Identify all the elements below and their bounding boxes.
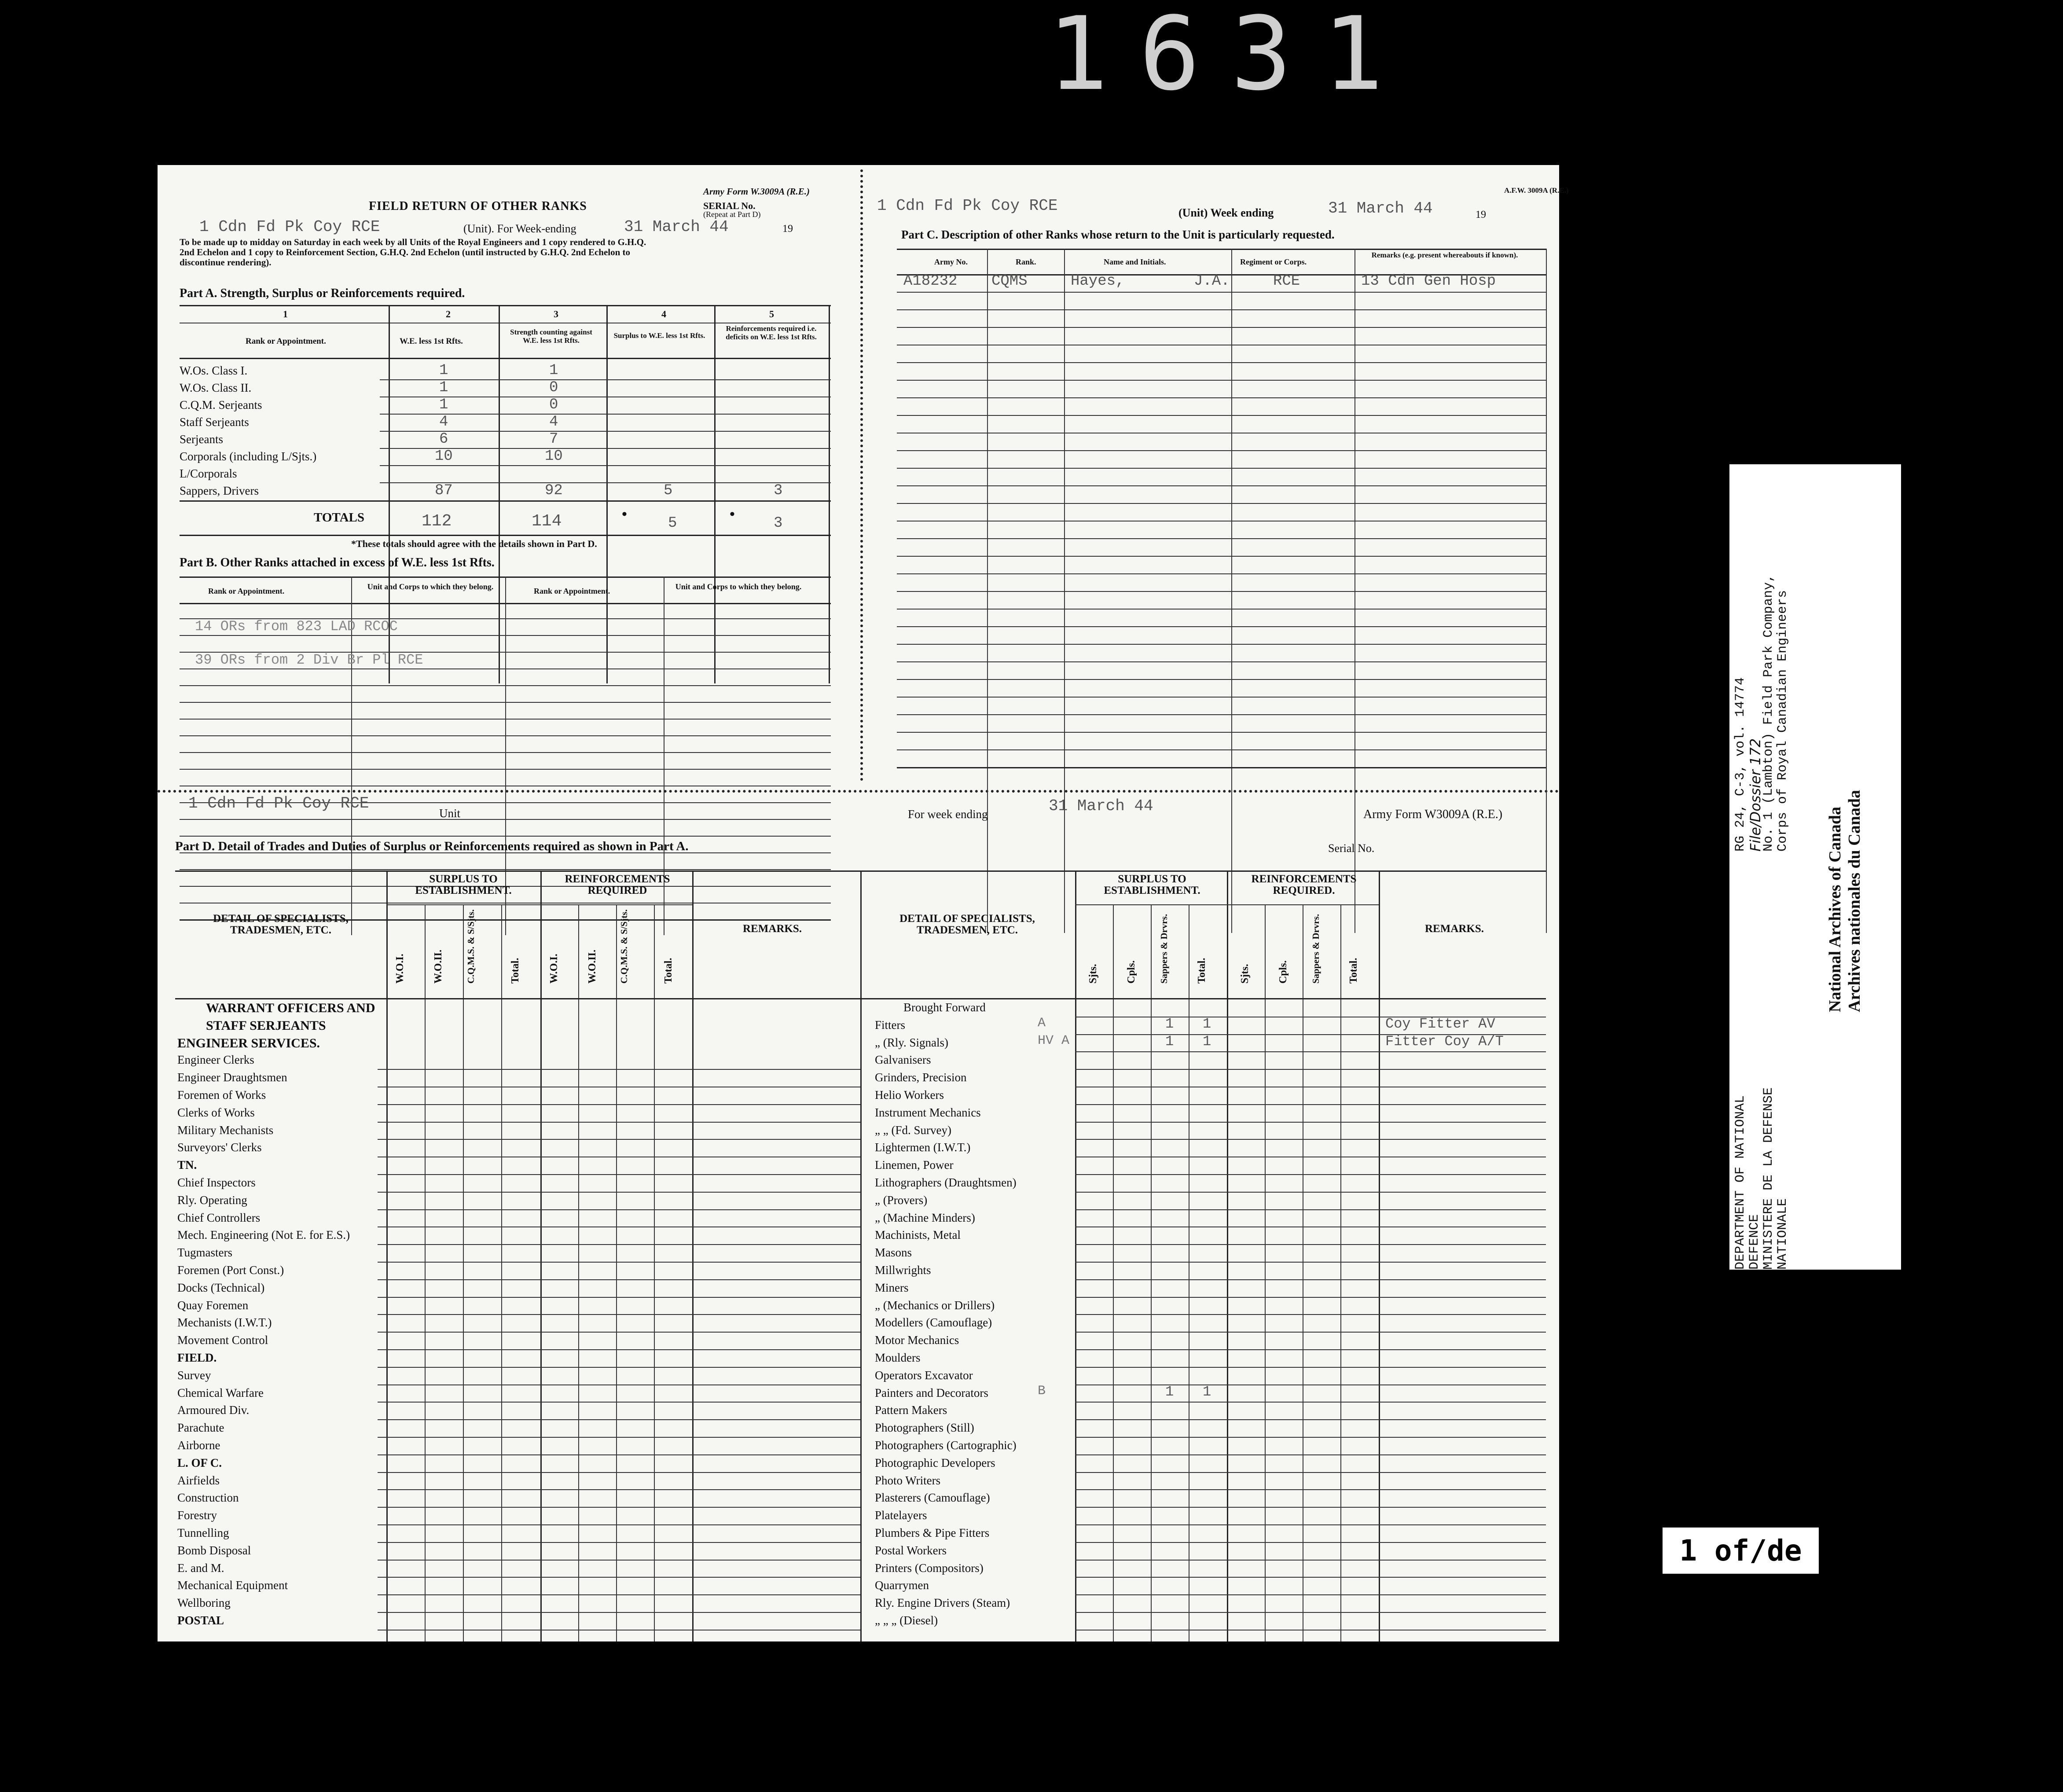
sappers-value: 1	[1165, 1383, 1174, 1400]
strength-value: 10	[545, 448, 563, 465]
table-rule	[378, 1384, 860, 1385]
table-rule	[378, 1524, 860, 1525]
rank-label: Staff Serjeants	[180, 415, 249, 429]
trade-item: Survey	[177, 1368, 211, 1382]
trade-item: Brought Forward	[903, 1001, 986, 1014]
sub-col-cqms: C.Q.M.S. & S/Sjts.	[619, 909, 629, 984]
table-rule	[378, 1612, 860, 1613]
table-rule	[1075, 1051, 1546, 1052]
trade-item: WARRANT OFFICERS AND	[206, 1001, 375, 1015]
trade-item: Machinists, Metal	[875, 1228, 961, 1242]
part-a-week-ending: 31 March 44	[624, 218, 729, 236]
table-rule	[378, 1507, 860, 1508]
trade-item: Grinders, Precision	[875, 1071, 967, 1084]
trade-item: Chief Controllers	[177, 1211, 261, 1224]
part-c-col-corps: Regiment or Corps.	[1240, 257, 1307, 266]
part-a-unit-label: (Unit). For Week-ending	[463, 222, 576, 235]
we-value: 4	[439, 414, 448, 430]
part-d-week-ending: 31 March 44	[1049, 797, 1153, 815]
trade-item: Helio Workers	[875, 1088, 944, 1102]
totals-asterisk: •	[730, 506, 735, 522]
sub-col-sappers: Sappers & Drvrs.	[1159, 914, 1169, 984]
trade-item: Airborne	[177, 1439, 220, 1452]
we-value: 10	[435, 448, 453, 465]
entry-remarks: 13 Cdn Gen Hosp	[1361, 273, 1496, 290]
table-rule	[1075, 1454, 1546, 1455]
table-rule	[378, 1367, 860, 1368]
we-value: 1	[439, 379, 448, 396]
col-number: 5	[769, 308, 774, 319]
trade-item: Engineer Draughtsmen	[177, 1071, 287, 1084]
col-number: 2	[446, 308, 451, 319]
sub-col-sjts: Sjts.	[1239, 964, 1251, 984]
trade-item: Postal Workers	[875, 1543, 947, 1557]
trade-item: „ (Rly. Signals)	[875, 1036, 948, 1049]
table-rule	[378, 1489, 860, 1490]
we-value: 87	[435, 482, 453, 499]
sub-col-wo2: W.O.II.	[587, 949, 598, 984]
col-header-strength: Strength counting against W.E. less 1st Rfts.	[510, 328, 592, 345]
total-value: 1	[1203, 1383, 1211, 1400]
trade-item: Photographic Developers	[875, 1456, 995, 1469]
trade-item: Photographers (Cartographic)	[875, 1439, 1017, 1452]
trade-item: FIELD.	[177, 1351, 217, 1364]
table-rule	[1075, 1209, 1546, 1210]
reference-line: File/Dossier 172	[1747, 738, 1764, 852]
sub-col-cqms: C.Q.M.S. & S/Sjts.	[466, 909, 476, 984]
reinforcements-header-left: REINFORCEMENTS REQUIRED	[565, 873, 670, 896]
strength-value: 0	[549, 397, 558, 413]
frame-number: 1631	[1047, 0, 1414, 113]
part-b-col-rank: Rank or Appointment.	[208, 587, 285, 595]
table-rule	[1075, 1594, 1546, 1595]
trade-item: Quarrymen	[875, 1579, 929, 1592]
table-rule	[378, 1262, 860, 1263]
part-a-year-label: 19	[782, 223, 793, 235]
trade-item: Plasterers (Camouflage)	[875, 1491, 990, 1505]
army-number: A18232	[903, 273, 958, 290]
table-rule	[1075, 1314, 1546, 1315]
trade-item: Forestry	[177, 1509, 217, 1522]
table-rule	[1075, 1524, 1546, 1525]
trade-item: Fitters	[875, 1018, 906, 1032]
reference-line: No. 1 (Lambton) Field Park Company,	[1761, 574, 1776, 852]
part-c-col-remarks: Remarks (e.g. present whereabouts if known).	[1371, 251, 1518, 259]
table-rule	[1075, 1489, 1546, 1490]
serial-label: SERIAL No.	[703, 200, 756, 211]
trade-item: Tugmasters	[177, 1246, 233, 1260]
col-header-surplus: Surplus to W.E. less 1st Rfts.	[613, 331, 705, 340]
trade-item: Chemical Warfare	[177, 1386, 264, 1399]
trade-item: Airfields	[177, 1473, 220, 1487]
table-rule	[1075, 1297, 1546, 1298]
trade-item: Surveyors' Clerks	[177, 1141, 262, 1154]
trade-item: Chief Inspectors	[177, 1176, 256, 1189]
form-title: FIELD RETURN OF OTHER RANKS	[369, 199, 587, 213]
trade-item: Docks (Technical)	[177, 1281, 265, 1294]
table-rule	[1075, 1560, 1546, 1561]
table-rule	[1075, 1472, 1546, 1473]
trade-item: Miners	[875, 1281, 909, 1294]
part-c-col-name: Name and Initials.	[1104, 257, 1166, 266]
trade-item: „ „ „ (Diesel)	[875, 1614, 938, 1627]
table-rule	[1075, 1226, 1546, 1227]
table-rule	[1075, 1139, 1546, 1140]
part-b-entry: 39 ORs from 2 Div Br Pl RCE	[195, 652, 423, 668]
reinforcements-header-right: REINFORCEMENTS REQUIRED.	[1251, 873, 1357, 896]
sappers-value: 1	[1165, 1015, 1174, 1032]
table-rule	[378, 1209, 860, 1210]
trade-item: Pattern Makers	[875, 1403, 947, 1417]
table-rule	[1075, 1174, 1546, 1175]
trade-item: Photo Writers	[875, 1473, 941, 1487]
table-rule	[378, 1244, 860, 1245]
total-we: 112	[422, 512, 452, 531]
table-rule	[378, 1297, 860, 1298]
trade-item: Plumbers & Pipe Fitters	[875, 1526, 990, 1539]
trade-item: Instrument Mechanics	[875, 1105, 981, 1119]
col-number: 3	[554, 308, 558, 319]
table-rule	[1075, 1244, 1546, 1245]
table-rule	[378, 1577, 860, 1578]
col-number: 4	[661, 308, 666, 319]
table-rule	[1075, 1104, 1546, 1105]
remarks-header-left: REMARKS.	[743, 923, 802, 935]
table-rule	[1075, 1612, 1546, 1613]
table-rule	[1075, 1437, 1546, 1438]
sappers-value: 1	[1165, 1033, 1174, 1050]
trade-grade: B	[1038, 1383, 1046, 1399]
rank-label: W.Os. Class II.	[180, 381, 252, 394]
sub-col-wo2: W.O.II.	[433, 949, 444, 984]
table-rule	[1075, 1384, 1546, 1385]
part-b-col-unit: Unit and Corps to which they belong.	[367, 582, 494, 591]
form-sheet	[158, 165, 1569, 1641]
part-d-unit: 1 Cdn Fd Pk Coy RCE	[188, 794, 369, 812]
archive-label-card	[1729, 464, 1901, 1270]
rank-label: Sappers, Drivers	[180, 484, 259, 497]
trade-item: Moulders	[875, 1351, 921, 1364]
table-rule	[378, 1542, 860, 1543]
trade-item: Construction	[177, 1491, 239, 1505]
table-rule	[378, 1454, 860, 1455]
trade-item: Foremen (Port Const.)	[177, 1263, 284, 1277]
serial-note: (Repeat at Part D)	[703, 210, 761, 219]
part-c-unit-label: (Unit) Week ending	[1178, 206, 1274, 219]
table-rule	[1075, 1279, 1546, 1280]
trade-item: „ „ (Fd. Survey)	[875, 1123, 951, 1137]
table-rule	[378, 1122, 860, 1123]
col-header-we: W.E. less 1st Rfts.	[400, 337, 463, 346]
instruction-line: discontinue rendering).	[180, 257, 272, 268]
table-rule	[1075, 1192, 1546, 1193]
table-rule	[378, 1594, 860, 1595]
surplus-header-right: SURPLUS TO ESTABLISHMENT.	[1104, 873, 1200, 896]
trade-grade: A	[1038, 1015, 1046, 1031]
rank-label: Corporals (including L/Sjts.)	[180, 450, 317, 463]
strength-value: 0	[549, 379, 558, 396]
trade-item: Masons	[875, 1246, 912, 1260]
trade-item: Military Mechanists	[177, 1123, 274, 1137]
part-b-entry: 14 ORs from 823 LAD RCOC	[195, 618, 398, 635]
sub-col-cpls: Cpls.	[1126, 960, 1137, 984]
part-a-form-no: Army Form W.3009A (R.E.)	[703, 186, 810, 197]
remarks-header-right: REMARKS.	[1425, 923, 1484, 935]
table-rule	[1075, 1332, 1546, 1333]
entry-corps: RCE	[1273, 273, 1300, 290]
trade-item: Operators Excavator	[875, 1368, 973, 1382]
total-value: 1	[1203, 1033, 1211, 1050]
entry-rank: CQMS	[991, 273, 1028, 290]
sub-col-total: Total.	[510, 958, 521, 984]
dept-line: DEFENCE	[1747, 1214, 1762, 1270]
total-surplus: 5	[668, 515, 677, 532]
surplus-header-left: SURPLUS TO ESTABLISHMENT.	[415, 873, 512, 896]
trade-item: Mechanists (I.W.T.)	[177, 1316, 272, 1329]
table-rule	[1075, 1402, 1546, 1403]
total-reinforcements: 3	[774, 515, 783, 532]
table-rule	[378, 1174, 860, 1175]
part-d-unit-label: Unit	[439, 807, 461, 820]
table-rule	[1075, 1542, 1546, 1543]
rank-label: L/Corporals	[180, 467, 237, 480]
trade-item: Platelayers	[875, 1509, 927, 1522]
dept-line: NATIONALE	[1775, 1198, 1790, 1270]
table-rule	[1075, 1577, 1546, 1578]
part-b-col-rank: Rank or Appointment.	[534, 587, 610, 595]
table-rule	[378, 1314, 860, 1315]
trade-item: Rly. Engine Drivers (Steam)	[875, 1596, 1010, 1610]
table-rule	[1075, 1262, 1546, 1263]
sub-col-total: Total.	[1196, 958, 1208, 984]
reference-line: Corps of Royal Canadian Engineers	[1775, 590, 1790, 852]
part-b-col-unit: Unit and Corps to which they belong.	[675, 582, 802, 591]
totals-label: TOTALS	[314, 510, 364, 525]
part-c-week-ending: 31 March 44	[1328, 199, 1433, 217]
table-rule	[1075, 1419, 1546, 1420]
trade-item: Foremen of Works	[177, 1088, 266, 1102]
we-value: 6	[439, 431, 448, 448]
part-c-unit: 1 Cdn Fd Pk Coy RCE	[877, 197, 1058, 215]
table-rule	[378, 1104, 860, 1105]
trade-item: Motor Mechanics	[875, 1333, 959, 1347]
part-d-form-no: Army Form W3009A (R.E.)	[1363, 808, 1503, 821]
col-header-reinforcements: Reinforcements required i.e. deficits on W.E. less 1st Rfts.	[726, 324, 817, 341]
totals-asterisk: •	[622, 506, 627, 522]
trade-item: „ (Provers)	[875, 1193, 928, 1207]
trade-item: Mechanical Equipment	[177, 1579, 288, 1592]
table-rule	[378, 1560, 860, 1561]
total-value: 1	[1203, 1015, 1211, 1032]
archives-name-fr: Archives nationales du Canada	[1845, 790, 1864, 1012]
trade-item: Millwrights	[875, 1263, 931, 1277]
part-c-col-army-no: Army No.	[934, 257, 968, 266]
trade-item: Engineer Clerks	[177, 1053, 254, 1067]
table-rule	[378, 1226, 860, 1227]
trade-item: Painters and Decorators	[875, 1386, 988, 1399]
rank-label: C.Q.M. Serjeants	[180, 398, 262, 411]
surplus-value: 5	[664, 482, 673, 499]
remarks-value: Coy Fitter AV	[1385, 1015, 1495, 1032]
dept-line: MINISTERE DE LA DEFENSE	[1761, 1087, 1776, 1270]
table-rule	[378, 1437, 860, 1438]
trade-item: Quay Foremen	[177, 1298, 249, 1312]
sub-col-total: Total.	[663, 958, 674, 984]
we-value: 1	[439, 397, 448, 413]
instruction-line: To be made up to midday on Saturday in each week by all Units of the Royal Engineers and 1 copy rendered to G.H.Q.	[180, 237, 646, 247]
table-rule	[378, 1472, 860, 1473]
table-rule	[1075, 1349, 1546, 1350]
trade-item: Lightermen (I.W.T.)	[875, 1141, 971, 1154]
sub-col-sappers: Sappers & Drvrs.	[1310, 914, 1321, 984]
detail-header-left: DETAIL OF SPECIALISTS, TRADESMEN, ETC.	[213, 913, 349, 936]
table-rule	[1075, 1122, 1546, 1123]
table-rule	[378, 1069, 860, 1070]
trade-item: E. and M.	[177, 1561, 224, 1575]
trade-item: Tunnelling	[177, 1526, 229, 1539]
we-value: 1	[439, 362, 448, 379]
trade-grade: HV A	[1038, 1033, 1070, 1048]
table-rule	[378, 1349, 860, 1350]
part-c-form-no: A.F.W. 3009A (R.E.)	[1504, 186, 1569, 195]
trade-item: Parachute	[177, 1421, 224, 1435]
table-rule	[378, 1419, 860, 1420]
table-rule	[378, 1139, 860, 1140]
trade-item: Clerks of Works	[177, 1105, 255, 1119]
table-rule	[378, 1332, 860, 1333]
trade-item: „ (Machine Minders)	[875, 1211, 975, 1224]
dept-line: DEPARTMENT OF NATIONAL	[1733, 1095, 1748, 1270]
table-rule	[378, 1402, 860, 1403]
table-rule	[1075, 1507, 1546, 1508]
reinforcement-value: 3	[774, 482, 783, 499]
sheet-tag: 1 of/de	[1661, 1526, 1820, 1575]
part-b-heading: Part B. Other Ranks attached in excess of W.E. less 1st Rfts.	[180, 556, 495, 569]
totals-note: *These totals should agree with the details shown in Part D.	[351, 538, 597, 549]
trade-item: Lithographers (Draughtsmen)	[875, 1176, 1017, 1189]
part-c-year-label: 19	[1476, 209, 1486, 220]
sub-col-wo1: W.O.I.	[548, 954, 560, 984]
serial-no-label: Serial No.	[1328, 842, 1375, 855]
remarks-value: Fitter Coy A/T	[1385, 1033, 1504, 1050]
total-strength: 114	[532, 512, 562, 531]
trade-item: Printers (Compositors)	[875, 1561, 984, 1575]
part-a-heading: Part A. Strength, Surplus or Reinforcements required.	[180, 286, 465, 300]
table-rule	[378, 1192, 860, 1193]
strength-value: 4	[549, 414, 558, 430]
trade-item: „ (Mechanics or Drillers)	[875, 1298, 995, 1312]
trade-item: TN.	[177, 1158, 197, 1172]
part-d-week-label: For week ending	[908, 808, 988, 821]
col-number: 1	[283, 308, 288, 319]
part-d-heading: Part D. Detail of Trades and Duties of Surplus or Reinforcements required as shown in Part A.	[175, 839, 689, 853]
trade-item: Galvanisers	[875, 1053, 931, 1067]
table-rule	[378, 1279, 860, 1280]
trade-item: Rly. Operating	[177, 1193, 247, 1207]
entry-name: Hayes,	[1071, 273, 1125, 290]
trade-item: ENGINEER SERVICES.	[177, 1036, 320, 1050]
trade-item: Wellboring	[177, 1596, 231, 1610]
entry-initials: J.A.	[1194, 273, 1230, 290]
sub-col-total: Total.	[1348, 958, 1359, 984]
trade-item: Movement Control	[177, 1333, 268, 1347]
sub-col-cpls: Cpls.	[1277, 960, 1289, 984]
rank-label: W.Os. Class I.	[180, 364, 248, 377]
part-c-heading: Part C. Description of other Ranks whose return to the Unit is particularly requested.	[901, 228, 1335, 241]
strength-value: 7	[549, 431, 558, 448]
table-rule	[1075, 1069, 1546, 1070]
trade-item: Armoured Div.	[177, 1403, 250, 1417]
detail-header-right: DETAIL OF SPECIALISTS, TRADESMEN, ETC.	[899, 913, 1035, 936]
sub-col-sjts: Sjts.	[1087, 964, 1099, 984]
instruction-line: 2nd Echelon and 1 copy to Reinforcement Section, G.H.Q. 2nd Echelon (until instructed by G.H.Q. 2nd Echelon to	[180, 247, 631, 257]
sub-col-wo1: W.O.I.	[394, 954, 406, 984]
trade-item: Photographers (Still)	[875, 1421, 974, 1435]
table-rule	[1075, 1367, 1546, 1368]
trade-item: STAFF SERJEANTS	[206, 1018, 326, 1033]
part-a-unit: 1 Cdn Fd Pk Coy RCE	[199, 218, 380, 236]
strength-value: 92	[545, 482, 563, 499]
trade-item: L. OF C.	[177, 1456, 222, 1469]
trade-item: Bomb Disposal	[177, 1543, 251, 1557]
archives-name-en: National Archives of Canada	[1826, 807, 1844, 1012]
strength-value: 1	[549, 362, 558, 379]
trade-item: Linemen, Power	[875, 1158, 954, 1172]
rank-label: Serjeants	[180, 433, 223, 446]
trade-item: POSTAL	[177, 1614, 224, 1627]
part-c-col-rank: Rank.	[1016, 257, 1036, 266]
trade-item: Modellers (Camouflage)	[875, 1316, 992, 1329]
col-header-rank: Rank or Appointment.	[246, 337, 326, 346]
trade-item: Mech. Engineering (Not E. for E.S.)	[177, 1228, 350, 1242]
reference-line: RG 24, C-3, vol. 14774	[1733, 677, 1748, 852]
